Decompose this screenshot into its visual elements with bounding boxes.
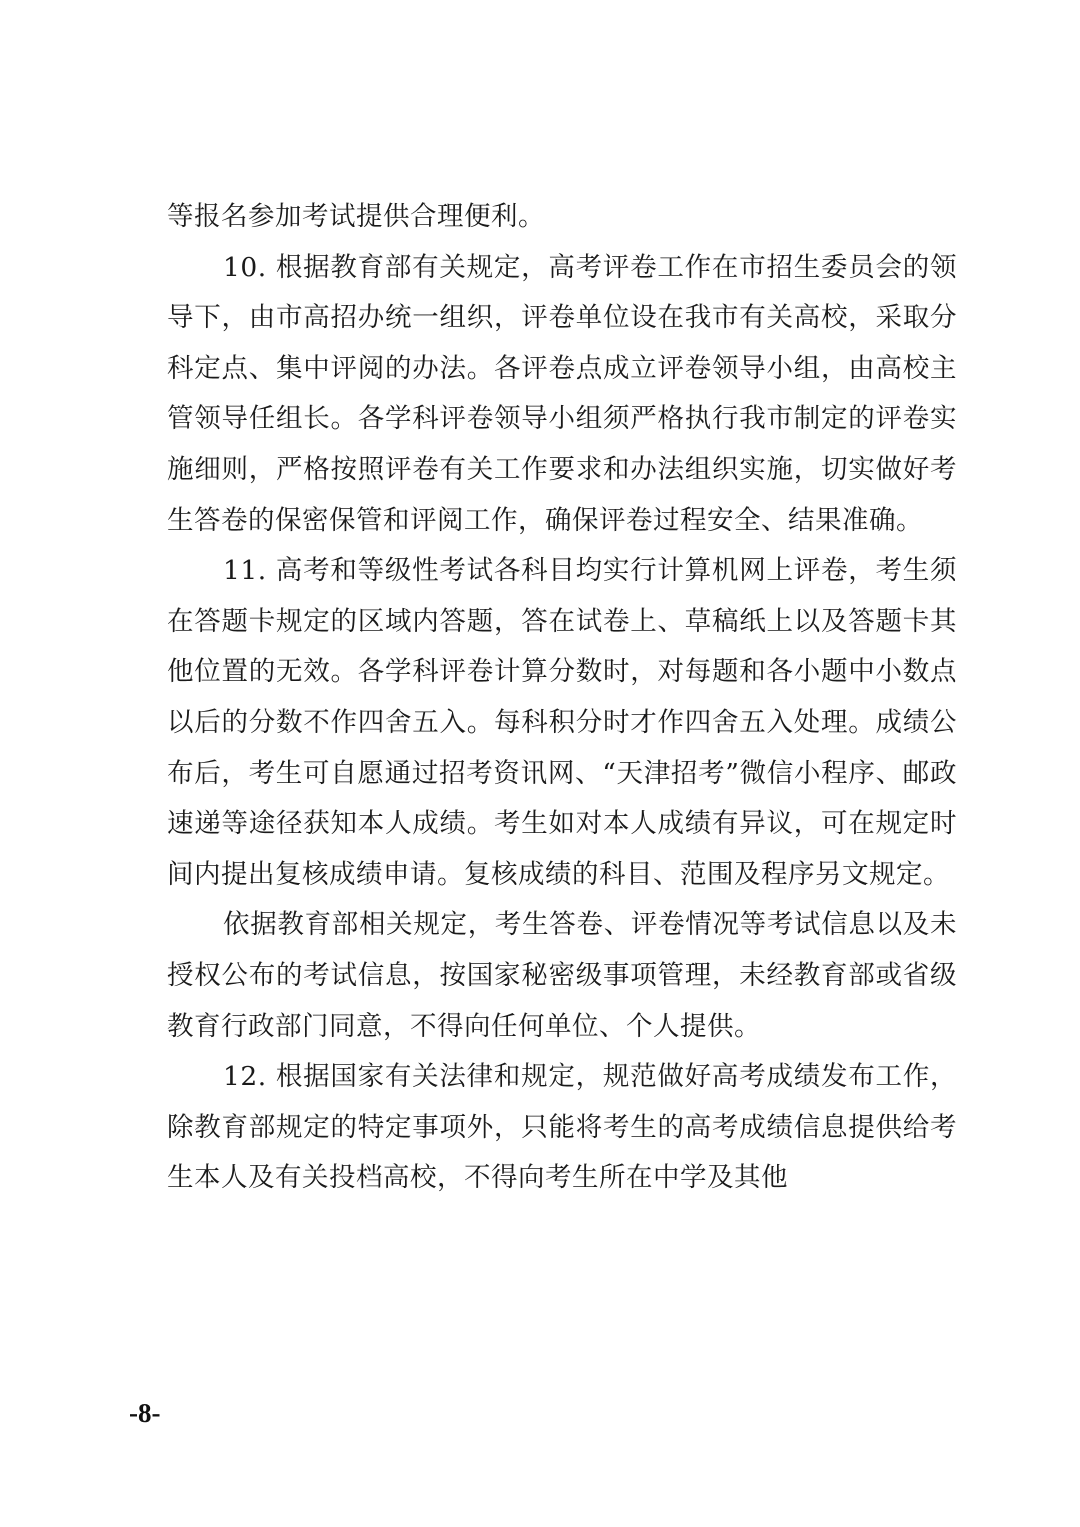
paragraph-item-11: 11. 高考和等级性考试各科目均实行计算机网上评卷，考生须在答题卡规定的区域内答题，答在试卷上、草稿纸上以及答题卡其他位置的无效。各学科评卷计算分数时，对每题和各小题中小数点以后的分数不作四舍五入。每科积分时才作四舍五入处理。成绩公布后，考生可自愿通过招考资讯网、“天津招考”微信小程序、邮政速递等途径获知本人成绩。考生如对本人成绩有异议，可在规定时间内提出复核成绩申请。复核成绩的科目、范围及程序另文规定。 — [167, 555, 957, 890]
paragraph-confidentiality: 依据教育部相关规定，考生答卷、评卷情况等考试信息以及未授权公布的考试信息，按国家秘密级事项管理，未经教育部或省级教育行政部门同意，不得向任何单位、个人提供。 — [167, 909, 957, 1042]
document-body — [167, 192, 957, 1204]
paragraph-item-12: 12. 根据国家有关法律和规定，规范做好高考成绩发布工作，除教育部规定的特定事项外，只能将考生的高考成绩信息提供给考生本人及有关投档高校，不得向考生所在中学及其他 — [167, 1061, 957, 1194]
paragraph-continuation: 等报名参加考试提供合理便利。 — [167, 201, 545, 232]
page-number: -8- — [129, 1398, 161, 1428]
paragraph-item-10: 10. 根据教育部有关规定，高考评卷工作在市招生委员会的领导下，由市高招办统一组织，评卷单位设在我市有关高校，采取分科定点、集中评阅的办法。各评卷点成立评卷领导小组，由高校主管领导任组长。各学科评卷领导小组须严格执行我市制定的评卷实施细则，严格按照评卷有关工作要求和办法组织实施，切实做好考生答卷的保密保管和评阅工作，确保评卷过程安全、结果准确。 — [167, 251, 957, 536]
